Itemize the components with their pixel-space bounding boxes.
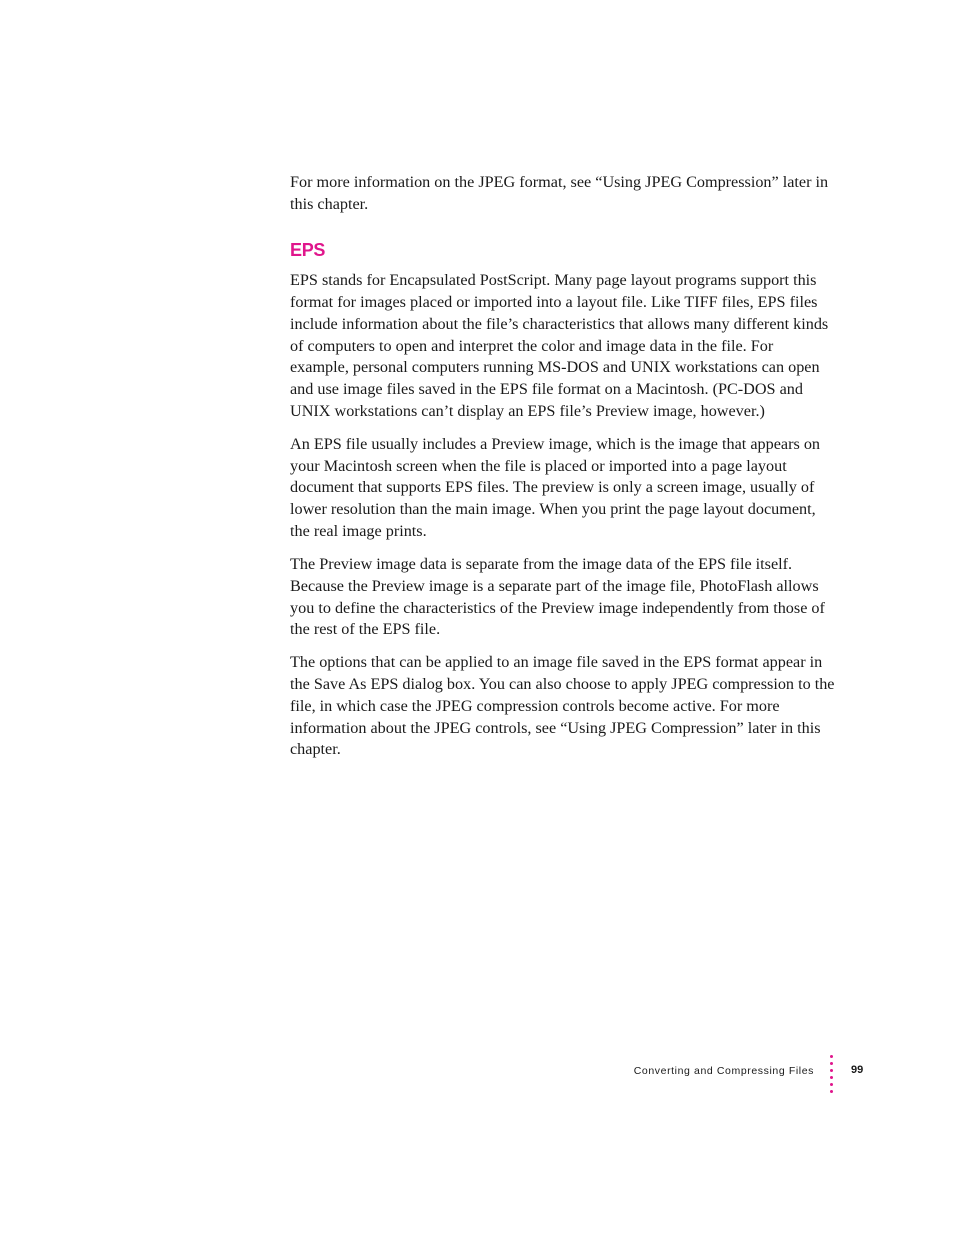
footer-dot (830, 1090, 833, 1093)
intro-paragraph: For more information on the JPEG format, see “Using JPEG Compression” later in this chapter. (290, 173, 829, 213)
footer-chapter-title: Converting and Compressing Files (633, 1065, 814, 1077)
footer-dot-leader (830, 1055, 834, 1095)
body-paragraph: EPS stands for Encapsulated PostScript. Many page layout programs support this format for images placed or imported into a layout file. Like TIFF files, EPS files include information about the file’s characteristics that allows many different kinds of computers to open and interpret the color and image data in the file. For example, personal computers running MS-DOS and UNIX workstations can open and use image files saved in the EPS file format on a Macintosh. (PC-DOS and UNIX workstations can’t display an EPS file’s Preview image, however.) (290, 270, 829, 421)
page-content (290, 172, 835, 772)
footer-dot (830, 1076, 833, 1079)
footer-dot (830, 1069, 833, 1072)
footer-dot (830, 1083, 833, 1086)
footer-dot (830, 1062, 833, 1065)
body-paragraph: The options that can be applied to an image file saved in the EPS format appear in the Save As EPS dialog box. You can also choose to apply JPEG compression to the file, in which case the JPEG compression controls become active. For more information about the JPEG controls, see “Using JPEG Compression” later in this chapter. (290, 652, 835, 759)
page-number: 99 (851, 1064, 864, 1076)
footer-dot (830, 1055, 833, 1058)
section-heading-eps: EPS (290, 239, 326, 260)
body-paragraph: An EPS file usually includes a Preview image, which is the image that appears on your Macintosh screen when the file is placed or imported into a page layout document that supports EPS files. The preview is only a screen image, usually of lower resolution than the main image. When you print the page layout document, the real image prints. (290, 434, 821, 541)
body-paragraph: The Preview image data is separate from the image data of the EPS file itself. Because the Preview image is a separate part of the image file, PhotoFlash allows you to define the characteristics of the Preview image independently from those of the rest of the EPS file. (290, 554, 825, 639)
